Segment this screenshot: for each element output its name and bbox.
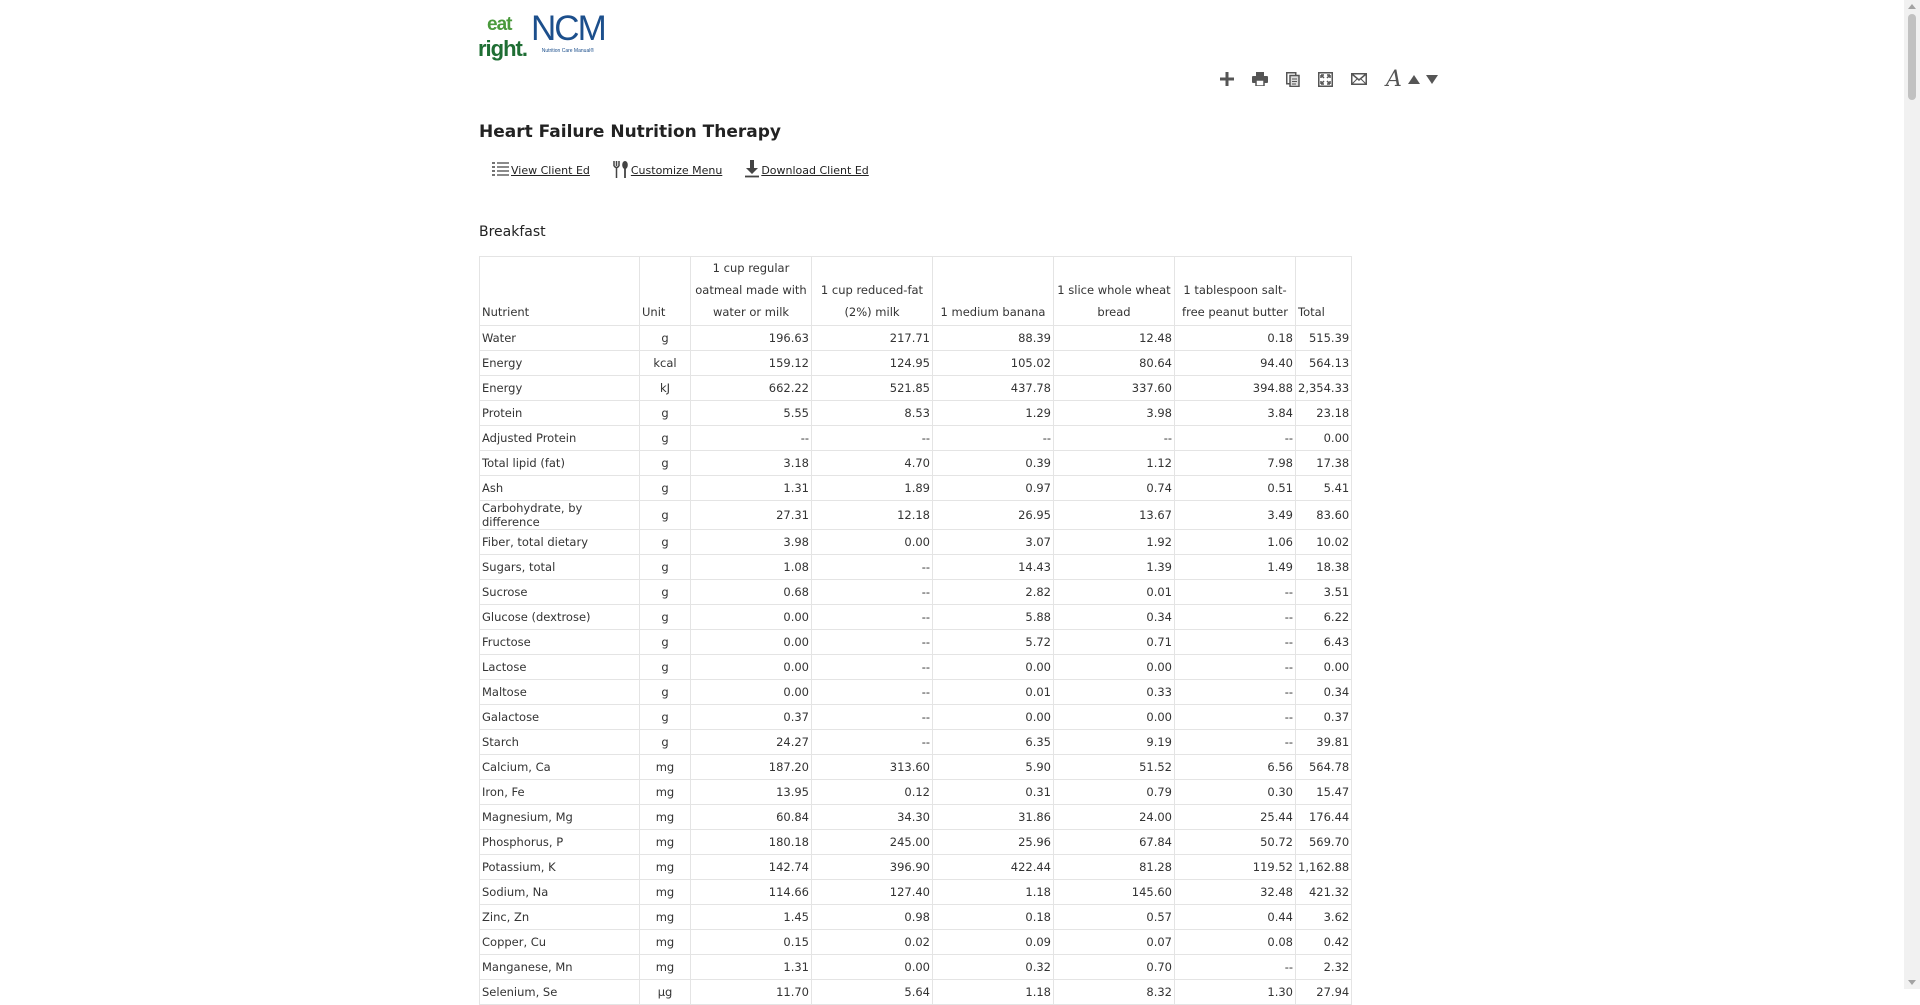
table-row — [480, 830, 1352, 855]
total-cell: 27.94 — [1296, 980, 1352, 1005]
value-cell: 5.88 — [933, 605, 1054, 630]
nutrient-name-cell: Selenium, Se — [480, 980, 640, 1005]
value-cell: 5.90 — [933, 755, 1054, 780]
header-nutrient: Nutrient — [480, 257, 640, 326]
logo-right-text: right — [478, 36, 522, 61]
total-cell: 569.70 — [1296, 830, 1352, 855]
total-cell: 3.62 — [1296, 905, 1352, 930]
table-row — [480, 555, 1352, 580]
table-row — [480, 755, 1352, 780]
value-cell: 0.00 — [691, 630, 812, 655]
value-cell: 11.70 — [691, 980, 812, 1005]
value-cell: 81.28 — [1054, 855, 1175, 880]
value-cell: 127.40 — [812, 880, 933, 905]
site-logo[interactable] — [478, 9, 605, 61]
table-row — [480, 705, 1352, 730]
unit-cell: mg — [640, 930, 691, 955]
value-cell: 5.64 — [812, 980, 933, 1005]
value-cell: 5.72 — [933, 630, 1054, 655]
nutrient-name-cell: Maltose — [480, 680, 640, 705]
fullscreen-icon[interactable] — [1309, 68, 1342, 90]
unit-cell: mg — [640, 880, 691, 905]
value-cell: -- — [933, 426, 1054, 451]
value-cell: 3.18 — [691, 451, 812, 476]
value-cell: 0.37 — [691, 705, 812, 730]
nutrient-name-cell: Calcium, Ca — [480, 755, 640, 780]
table-row — [480, 955, 1352, 980]
table-row — [480, 680, 1352, 705]
total-cell: 2,354.33 — [1296, 376, 1352, 401]
scroll-up-icon[interactable] — [1908, 4, 1916, 9]
nutrient-name-cell: Sucrose — [480, 580, 640, 605]
table-row — [480, 580, 1352, 605]
value-cell: 0.71 — [1054, 630, 1175, 655]
unit-cell: mg — [640, 755, 691, 780]
value-cell: 0.32 — [933, 955, 1054, 980]
total-cell: 564.13 — [1296, 351, 1352, 376]
value-cell: 50.72 — [1175, 830, 1296, 855]
value-cell: 12.18 — [812, 501, 933, 530]
nutrient-name-cell: Iron, Fe — [480, 780, 640, 805]
value-cell: 437.78 — [933, 376, 1054, 401]
unit-cell: g — [640, 426, 691, 451]
table-body — [480, 326, 1352, 1005]
page-title: Heart Failure Nutrition Therapy — [479, 122, 781, 142]
value-cell: 3.84 — [1175, 401, 1296, 426]
value-cell: -- — [812, 426, 933, 451]
unit-cell: mg — [640, 805, 691, 830]
unit-cell: mg — [640, 780, 691, 805]
value-cell: 0.39 — [933, 451, 1054, 476]
unit-cell: g — [640, 501, 691, 530]
unit-cell: g — [640, 476, 691, 501]
nutrient-name-cell: Energy — [480, 351, 640, 376]
unit-cell: µg — [640, 980, 691, 1005]
table-row — [480, 880, 1352, 905]
ncm-logo — [531, 10, 605, 54]
unit-cell: g — [640, 730, 691, 755]
total-cell: 515.39 — [1296, 326, 1352, 351]
logo-dot: . — [521, 36, 528, 61]
value-cell: 0.00 — [691, 655, 812, 680]
table-row — [480, 855, 1352, 880]
unit-cell: g — [640, 555, 691, 580]
value-cell: 25.96 — [933, 830, 1054, 855]
increase-font-icon[interactable] — [1405, 68, 1423, 90]
font-size-icon: A — [1386, 66, 1402, 92]
value-cell: -- — [812, 730, 933, 755]
total-cell: 176.44 — [1296, 805, 1352, 830]
value-cell: 0.00 — [933, 655, 1054, 680]
value-cell: 245.00 — [812, 830, 933, 855]
value-cell: 187.20 — [691, 755, 812, 780]
value-cell: 26.95 — [933, 501, 1054, 530]
nutrient-name-cell: Manganese, Mn — [480, 955, 640, 980]
download-client-ed-link[interactable] — [744, 160, 868, 181]
nutrient-name-cell: Fiber, total dietary — [480, 530, 640, 555]
value-cell: -- — [1175, 955, 1296, 980]
total-cell: 5.41 — [1296, 476, 1352, 501]
vertical-scrollbar[interactable] — [1904, 0, 1920, 989]
value-cell: 105.02 — [933, 351, 1054, 376]
value-cell: -- — [812, 630, 933, 655]
table-row — [480, 530, 1352, 555]
unit-cell: g — [640, 326, 691, 351]
table-row — [480, 605, 1352, 630]
nutrient-name-cell: Adjusted Protein — [480, 426, 640, 451]
total-cell: 0.42 — [1296, 930, 1352, 955]
value-cell: 1.45 — [691, 905, 812, 930]
total-cell: 17.38 — [1296, 451, 1352, 476]
total-cell: 6.43 — [1296, 630, 1352, 655]
unit-cell: g — [640, 705, 691, 730]
table-row — [480, 326, 1352, 351]
value-cell: 119.52 — [1175, 855, 1296, 880]
value-cell: 6.56 — [1175, 755, 1296, 780]
value-cell: 25.44 — [1175, 805, 1296, 830]
table-row — [480, 401, 1352, 426]
nutrient-name-cell: Zinc, Zn — [480, 905, 640, 930]
value-cell: 1.39 — [1054, 555, 1175, 580]
value-cell: 0.57 — [1054, 905, 1175, 930]
section-heading: Breakfast — [479, 224, 546, 240]
total-cell: 0.00 — [1296, 426, 1352, 451]
value-cell: -- — [1175, 680, 1296, 705]
customize-menu-link[interactable] — [612, 161, 722, 181]
unit-cell: g — [640, 530, 691, 555]
value-cell: 0.79 — [1054, 780, 1175, 805]
table-row — [480, 780, 1352, 805]
value-cell: 180.18 — [691, 830, 812, 855]
value-cell: -- — [812, 680, 933, 705]
unit-cell: kcal — [640, 351, 691, 376]
value-cell: 34.30 — [812, 805, 933, 830]
unit-cell: mg — [640, 855, 691, 880]
nutrient-name-cell: Phosphorus, P — [480, 830, 640, 855]
value-cell: -- — [812, 555, 933, 580]
value-cell: 0.97 — [933, 476, 1054, 501]
value-cell: 1.30 — [1175, 980, 1296, 1005]
total-cell: 421.32 — [1296, 880, 1352, 905]
value-cell: 0.02 — [812, 930, 933, 955]
unit-cell: g — [640, 451, 691, 476]
value-cell: 0.00 — [933, 705, 1054, 730]
value-cell: 142.74 — [691, 855, 812, 880]
value-cell: 24.27 — [691, 730, 812, 755]
total-cell: 18.38 — [1296, 555, 1352, 580]
nutrient-name-cell: Carbohydrate, by difference — [480, 501, 640, 530]
header-unit: Unit — [640, 257, 691, 326]
value-cell: 7.98 — [1175, 451, 1296, 476]
logo-brand-text: NCM — [531, 9, 605, 48]
value-cell: -- — [1175, 426, 1296, 451]
customize-menu-label: Customize Menu — [630, 164, 723, 177]
value-cell: 14.43 — [933, 555, 1054, 580]
total-cell: 3.51 — [1296, 580, 1352, 605]
nutrient-name-cell: Sugars, total — [480, 555, 640, 580]
value-cell: 60.84 — [691, 805, 812, 830]
email-icon[interactable] — [1342, 68, 1375, 90]
value-cell: 1.29 — [933, 401, 1054, 426]
value-cell: 0.34 — [1054, 605, 1175, 630]
value-cell: 0.33 — [1054, 680, 1175, 705]
value-cell: 145.60 — [1054, 880, 1175, 905]
value-cell: 0.15 — [691, 930, 812, 955]
value-cell: 313.60 — [812, 755, 933, 780]
table-row — [480, 730, 1352, 755]
value-cell: 1.18 — [933, 880, 1054, 905]
eat-right-logo — [478, 14, 527, 62]
unit-cell: g — [640, 630, 691, 655]
value-cell: 0.00 — [1054, 655, 1175, 680]
value-cell: 0.31 — [933, 780, 1054, 805]
total-cell: 83.60 — [1296, 501, 1352, 530]
unit-cell: g — [640, 680, 691, 705]
table-row — [480, 655, 1352, 680]
total-cell: 0.00 — [1296, 655, 1352, 680]
value-cell: 0.18 — [1175, 326, 1296, 351]
value-cell: 8.32 — [1054, 980, 1175, 1005]
total-cell: 6.22 — [1296, 605, 1352, 630]
value-cell: 114.66 — [691, 880, 812, 905]
value-cell: -- — [1175, 730, 1296, 755]
header-food-5: 1 tablespoon salt-free peanut butter — [1175, 257, 1296, 326]
value-cell: 1.06 — [1175, 530, 1296, 555]
add-icon[interactable] — [1210, 68, 1243, 90]
nutrient-name-cell: Sodium, Na — [480, 880, 640, 905]
table-row — [480, 930, 1352, 955]
value-cell: 13.95 — [691, 780, 812, 805]
value-cell: 396.90 — [812, 855, 933, 880]
value-cell: 1.89 — [812, 476, 933, 501]
nutrient-name-cell: Energy — [480, 376, 640, 401]
logo-eat-text: eat — [487, 14, 512, 35]
download-icon — [744, 160, 761, 181]
value-cell: 422.44 — [933, 855, 1054, 880]
scrollbar-thumb[interactable] — [1908, 14, 1916, 100]
unit-cell: kJ — [640, 376, 691, 401]
value-cell: 1.92 — [1054, 530, 1175, 555]
value-cell: 124.95 — [812, 351, 933, 376]
header-food-4: 1 slice whole wheat bread — [1054, 257, 1175, 326]
value-cell: 0.44 — [1175, 905, 1296, 930]
value-cell: 1.31 — [691, 955, 812, 980]
value-cell: 6.35 — [933, 730, 1054, 755]
value-cell: 0.68 — [691, 580, 812, 605]
value-cell: 0.30 — [1175, 780, 1296, 805]
value-cell: 0.09 — [933, 930, 1054, 955]
fork-spoon-icon — [612, 161, 631, 181]
value-cell: 2.82 — [933, 580, 1054, 605]
value-cell: 0.12 — [812, 780, 933, 805]
value-cell: 9.19 — [1054, 730, 1175, 755]
value-cell: 80.64 — [1054, 351, 1175, 376]
value-cell: 217.71 — [812, 326, 933, 351]
table-row — [480, 451, 1352, 476]
value-cell: 0.01 — [1054, 580, 1175, 605]
value-cell: 4.70 — [812, 451, 933, 476]
list-icon — [492, 161, 511, 180]
value-cell: 1.49 — [1175, 555, 1296, 580]
table-row — [480, 376, 1352, 401]
value-cell: -- — [1175, 605, 1296, 630]
unit-cell: mg — [640, 955, 691, 980]
value-cell: 0.00 — [691, 680, 812, 705]
value-cell: 24.00 — [1054, 805, 1175, 830]
view-client-ed-label: View Client Ed — [511, 164, 590, 177]
total-cell: 0.34 — [1296, 680, 1352, 705]
value-cell: -- — [691, 426, 812, 451]
value-cell: 3.98 — [1054, 401, 1175, 426]
total-cell: 39.81 — [1296, 730, 1352, 755]
value-cell: 31.86 — [933, 805, 1054, 830]
header-food-2: 1 cup reduced-fat (2%) milk — [812, 257, 933, 326]
value-cell: 3.07 — [933, 530, 1054, 555]
unit-cell: g — [640, 401, 691, 426]
nutrient-name-cell: Starch — [480, 730, 640, 755]
total-cell: 2.32 — [1296, 955, 1352, 980]
nutrient-name-cell: Galactose — [480, 705, 640, 730]
header-total: Total — [1296, 257, 1352, 326]
value-cell: 13.67 — [1054, 501, 1175, 530]
table-row — [480, 501, 1352, 530]
value-cell: 1.31 — [691, 476, 812, 501]
value-cell: 0.98 — [812, 905, 933, 930]
unit-cell: mg — [640, 830, 691, 855]
download-client-ed-label: Download Client Ed — [761, 164, 869, 177]
decrease-font-icon[interactable] — [1423, 68, 1441, 90]
table-row — [480, 980, 1352, 1005]
value-cell: 0.00 — [1054, 705, 1175, 730]
copy-icon[interactable] — [1276, 68, 1309, 90]
value-cell: 94.40 — [1175, 351, 1296, 376]
value-cell: 337.60 — [1054, 376, 1175, 401]
value-cell: -- — [812, 705, 933, 730]
value-cell: 0.74 — [1054, 476, 1175, 501]
total-cell: 0.37 — [1296, 705, 1352, 730]
nutrient-name-cell: Total lipid (fat) — [480, 451, 640, 476]
value-cell: 3.98 — [691, 530, 812, 555]
nutrient-name-cell: Water — [480, 326, 640, 351]
header-food-3: 1 medium banana — [933, 257, 1054, 326]
unit-cell: g — [640, 580, 691, 605]
value-cell: 159.12 — [691, 351, 812, 376]
logo-tagline: Nutrition Care Manual® — [541, 48, 595, 54]
unit-cell: g — [640, 605, 691, 630]
value-cell: -- — [1175, 705, 1296, 730]
value-cell: 67.84 — [1054, 830, 1175, 855]
value-cell: -- — [1175, 655, 1296, 680]
nutrient-name-cell: Magnesium, Mg — [480, 805, 640, 830]
value-cell: 0.01 — [933, 680, 1054, 705]
value-cell: -- — [1175, 580, 1296, 605]
value-cell: 8.53 — [812, 401, 933, 426]
nutrient-name-cell: Potassium, K — [480, 855, 640, 880]
value-cell: 1.12 — [1054, 451, 1175, 476]
nutrient-name-cell: Copper, Cu — [480, 930, 640, 955]
table-row — [480, 630, 1352, 655]
value-cell: 1.08 — [691, 555, 812, 580]
value-cell: 27.31 — [691, 501, 812, 530]
nutrient-name-cell: Ash — [480, 476, 640, 501]
nutrient-table — [479, 256, 1352, 1005]
value-cell: 5.55 — [691, 401, 812, 426]
total-cell: 10.02 — [1296, 530, 1352, 555]
table-row — [480, 805, 1352, 830]
total-cell: 23.18 — [1296, 401, 1352, 426]
value-cell: 662.22 — [691, 376, 812, 401]
value-cell: -- — [1054, 426, 1175, 451]
value-cell: 1.18 — [933, 980, 1054, 1005]
value-cell: -- — [812, 580, 933, 605]
unit-cell: mg — [640, 905, 691, 930]
value-cell: 0.70 — [1054, 955, 1175, 980]
nutrient-name-cell: Glucose (dextrose) — [480, 605, 640, 630]
value-cell: 0.51 — [1175, 476, 1296, 501]
table-row — [480, 351, 1352, 376]
header-food-1: 1 cup regular oatmeal made with water or milk — [691, 257, 812, 326]
table-row — [480, 426, 1352, 451]
total-cell: 564.78 — [1296, 755, 1352, 780]
scroll-down-icon[interactable] — [1908, 980, 1916, 985]
value-cell: 0.18 — [933, 905, 1054, 930]
value-cell: 88.39 — [933, 326, 1054, 351]
value-cell: 521.85 — [812, 376, 933, 401]
value-cell: 12.48 — [1054, 326, 1175, 351]
value-cell: 394.88 — [1175, 376, 1296, 401]
total-cell: 15.47 — [1296, 780, 1352, 805]
view-client-ed-link[interactable] — [492, 161, 590, 180]
value-cell: 196.63 — [691, 326, 812, 351]
table-row — [480, 476, 1352, 501]
value-cell: 0.00 — [812, 530, 933, 555]
page-toolbar — [1210, 68, 1441, 90]
value-cell: -- — [1175, 630, 1296, 655]
value-cell: -- — [812, 605, 933, 630]
nutrient-name-cell: Fructose — [480, 630, 640, 655]
value-cell: 0.07 — [1054, 930, 1175, 955]
value-cell: 51.52 — [1054, 755, 1175, 780]
nutrient-name-cell: Protein — [480, 401, 640, 426]
table-header-row — [480, 257, 1352, 326]
unit-cell: g — [640, 655, 691, 680]
value-cell: 0.08 — [1175, 930, 1296, 955]
value-cell: -- — [812, 655, 933, 680]
value-cell: 0.00 — [812, 955, 933, 980]
nutrient-name-cell: Lactose — [480, 655, 640, 680]
value-cell: 32.48 — [1175, 880, 1296, 905]
value-cell: 0.00 — [691, 605, 812, 630]
client-ed-links — [492, 160, 891, 181]
total-cell: 1,162.88 — [1296, 855, 1352, 880]
print-icon[interactable] — [1243, 68, 1276, 90]
value-cell: 3.49 — [1175, 501, 1296, 530]
table-row — [480, 905, 1352, 930]
